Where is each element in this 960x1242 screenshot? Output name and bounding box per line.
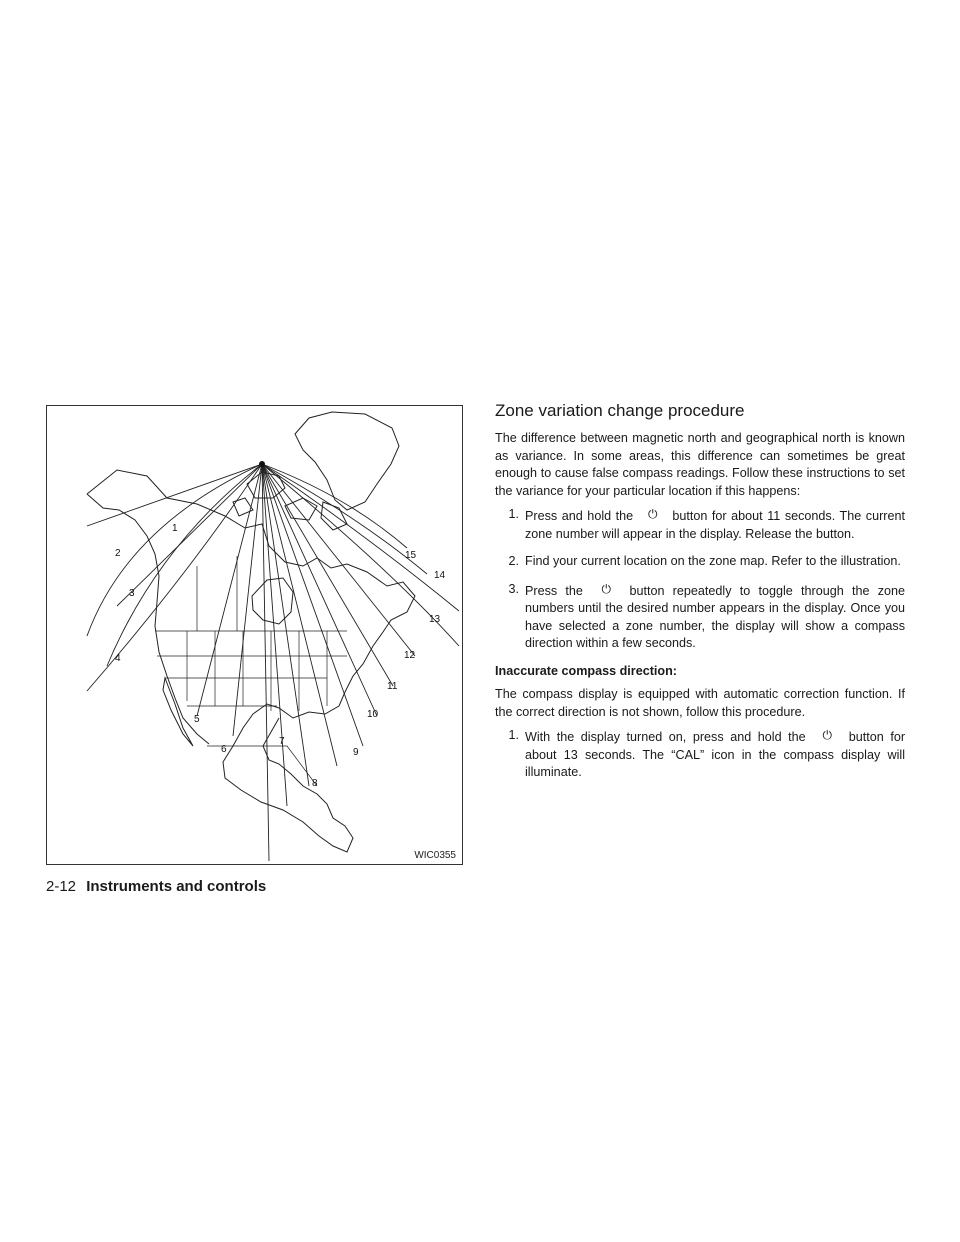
power-icon: ⏻ — [601, 581, 611, 596]
power-icon: ⏻ — [822, 728, 832, 742]
step-number: 1. — [508, 507, 519, 521]
zone-label: 10 — [367, 709, 379, 720]
step-text-after: button for about 13 seconds. The “CAL” icon in the compass display will illuminate. — [525, 730, 906, 779]
zone-label: 2 — [115, 548, 121, 559]
magnetic-pole-marker — [259, 461, 265, 467]
zone-label: 6 — [221, 744, 227, 755]
step-text — [525, 506, 905, 543]
baja — [163, 678, 193, 746]
step-text-after: button repeatedly to toggle through the zone numbers until the desired number appears in the display. Once you have selected a zone number, the display will show a compass direction within a few seconds. — [525, 583, 906, 650]
list-item — [495, 506, 905, 543]
list-item — [495, 727, 905, 782]
page-number: 2-12 — [46, 878, 77, 895]
step-text-before: Press and hold the — [525, 509, 634, 523]
zone-label: 9 — [353, 747, 359, 758]
list-item — [495, 581, 905, 653]
step-text-before: Press the — [525, 583, 583, 598]
step-number: 1. — [508, 728, 519, 742]
zone-label: 8 — [312, 778, 318, 789]
zone-label: 1 — [172, 523, 178, 534]
step-text: Find your current location on the zone map. Refer to the illustration. — [525, 554, 901, 568]
subheading: Inaccurate compass direction: — [495, 663, 677, 678]
zone-label: 14 — [434, 570, 446, 581]
step-text — [525, 581, 905, 653]
zone-label: 7 — [279, 736, 285, 747]
figure-code: WIC0355 — [414, 850, 456, 861]
correction-paragraph: The compass display is equipped with automatic correction function. If the correct direction is not shown, follow this procedure. — [495, 687, 905, 719]
zone-label: 5 — [194, 714, 200, 725]
zone-label: 3 — [129, 588, 135, 599]
borders — [155, 556, 347, 786]
zone-map — [47, 406, 461, 863]
section-title: Instruments and controls — [86, 878, 267, 895]
step-text-after: button for about 11 seconds. The current zone number will appear in the display. Release the button. — [525, 509, 906, 541]
zone-map-figure — [46, 405, 463, 865]
calibration-steps — [495, 727, 905, 782]
main-column — [495, 400, 905, 792]
zone-label: 12 — [404, 650, 416, 661]
power-icon: ⏻ — [648, 507, 658, 521]
zone-label: 11 — [387, 681, 398, 692]
step-number: 3. — [508, 581, 519, 596]
procedure-steps — [495, 506, 905, 653]
step-text-before: With the display turned on, press and hold the — [525, 730, 806, 744]
hudson-bay — [252, 578, 293, 624]
section-heading: Zone variation change procedure — [495, 401, 745, 420]
intro-paragraph: The difference between magnetic north and geographical north is known as variance. In some areas, this difference can sometimes be great enough to cause false compass readings. Follow these instructions to set the variance for your particular location if this happens: — [495, 431, 905, 498]
zone-label: 13 — [429, 614, 441, 625]
list-item — [495, 553, 905, 571]
step-text — [525, 727, 905, 782]
page-footer — [46, 878, 266, 895]
zone-label: 4 — [115, 653, 121, 664]
zone-label: 15 — [405, 550, 417, 561]
greenland-outline — [295, 412, 399, 510]
step-number: 2. — [508, 554, 519, 568]
